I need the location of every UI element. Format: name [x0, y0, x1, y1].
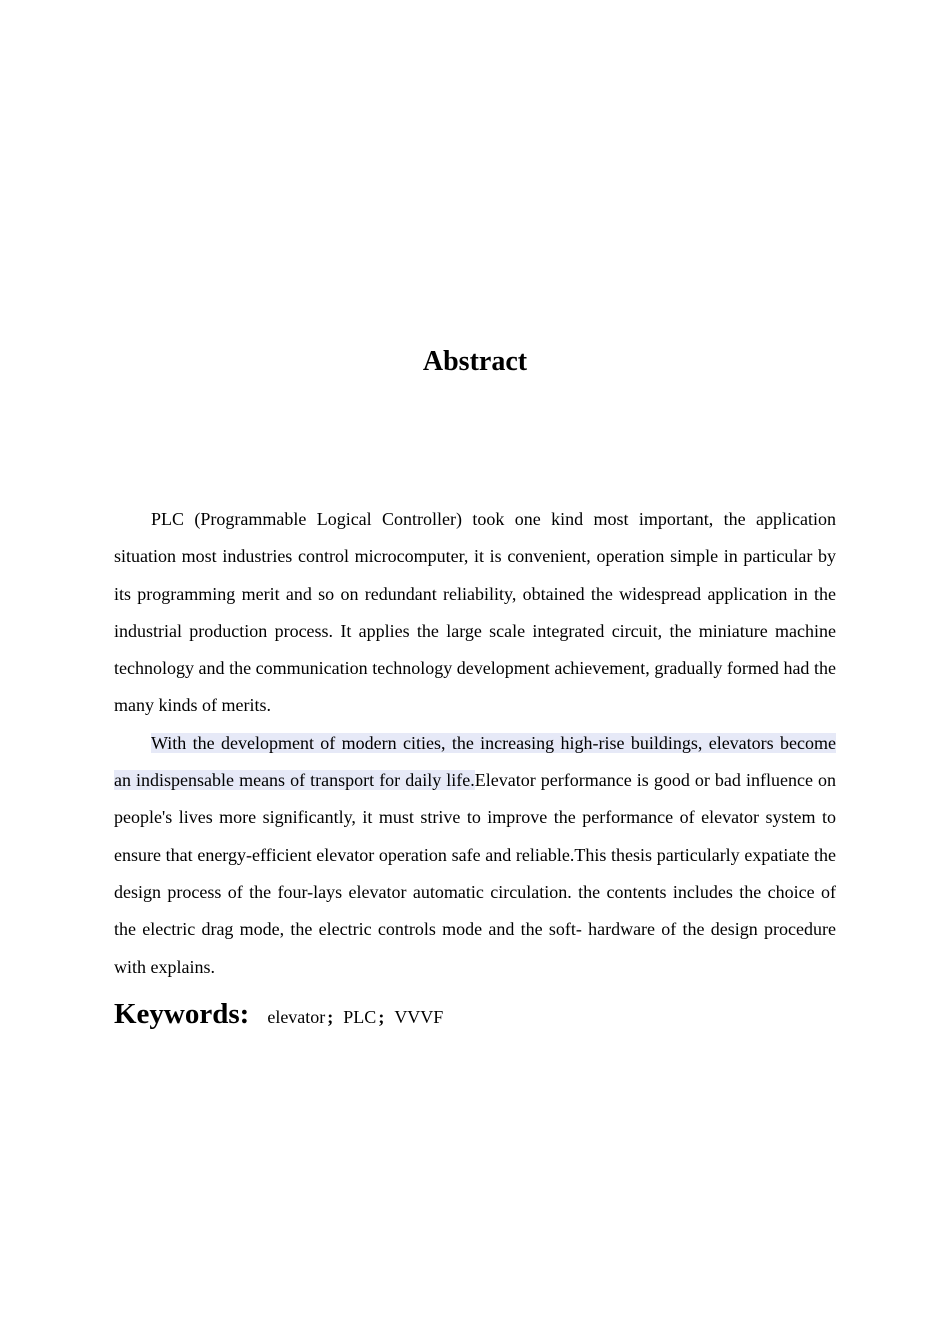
keywords-line — [114, 996, 836, 1032]
highlighted-text-selection[interactable]: With the development of modern cities, the increasing high-rise buildings, elevators become an indispensable means of transport for daily life. — [114, 732, 836, 791]
keywords-label: Keywords: — [114, 998, 250, 1030]
keyword-separator: ; — [378, 1007, 385, 1027]
keyword-item: elevator — [267, 1007, 326, 1027]
keyword-item: VVVF — [394, 1007, 444, 1027]
abstract-paragraph-1: PLC (Programmable Logical Controller) took one kind most important, the application situation most industries control microcomputer, it is convenient, operation simple in particular by its programming merit and so on redundant reliability, obtained the widespread application in the industrial production process. It applies the large scale integrated circuit, the miniature machine technology and the communication technology development achievement, gradually formed had the many kinds of merits. — [114, 509, 836, 716]
abstract-title: Abstract — [422, 346, 528, 377]
keyword-separator: ; — [327, 1007, 334, 1027]
paragraph-2-remainder: Elevator performance is good or bad influence on people's lives more significantly, it must strive to improve the performance of elevator system to ensure that energy-efficient elevator operation safe and reliable.This thesis particularly expatiate the design process of the four-lays elevator automatic circulation. the contents includes the choice of the electric drag mode, the electric controls mode and the soft- hardware of the design procedure with explains. — [114, 770, 836, 977]
abstract-body — [114, 501, 836, 986]
abstract-paragraph-2 — [114, 725, 836, 986]
keyword-item: PLC — [343, 1007, 377, 1027]
